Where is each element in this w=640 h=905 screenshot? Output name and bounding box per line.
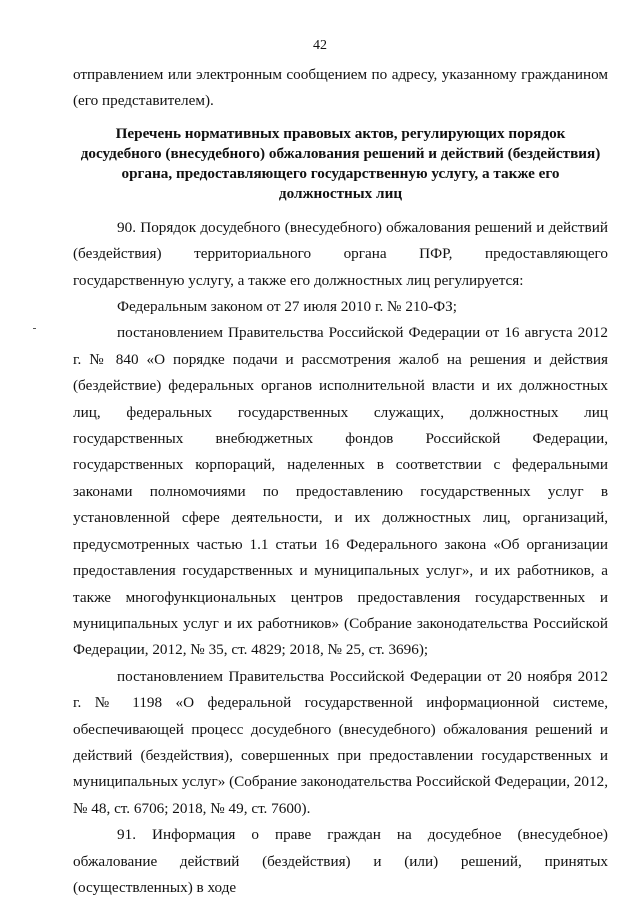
- document-body: [73, 62, 608, 901]
- continuation-paragraph: отправлением или электронным сообщением по адресу, указанному гражданином (его представителем).: [73, 66, 608, 110]
- paragraph-91: 91. Информация о праве граждан на досудебное (внесудебное) обжалование действий (бездействия) и (или) решений, принятых (осуществленных) в ходе: [73, 826, 608, 896]
- section-heading: Перечень нормативных правовых актов, регулирующих порядок досудебного (внесудебного) обжалования решений и действий (бездействия) органа, предоставляющего государственную услугу, а также его должностных лиц: [80, 124, 601, 202]
- page-number: 42: [313, 38, 327, 53]
- resolution-840-item: постановлением Правительства Российской Федерации от 16 августа 2012 г. № 840 «О порядке подачи и рассмотрения жалоб на решения и действия (бездействие) федеральных органов исполнительной власти и их должностных лиц, федеральных государственных служащих, должностных лиц государственных внебюджетных фондов Российской Федерации, государственных корпораций, наделенных в соответствии с федеральными законами полномочиями по предоставлению государственных услуг в установленной сфере деятельности, и их должностных лиц, организаций, предусмотренных частью 1.1 статьи 16 Федерального закона «Об организации предоставления государственных и муниципальных услуг», и их работников, а также многофункциональных центров предоставления государственных и муниципальных услуг и их работников» (Собрание законодательства Российской Федерации, 2012, № 35, ст. 4829; 2018, № 25, ст. 3696);: [73, 324, 608, 659]
- law-210-item: Федеральным законом от 27 июля 2010 г. № 210-ФЗ;: [117, 298, 458, 316]
- margin-mark: [33, 328, 36, 329]
- resolution-1198-item: постановлением Правительства Российской Федерации от 20 ноября 2012 г. № 1198 «О федеральной государственной информационной системе, обеспечивающей процесс досудебного (внесудебного) обжалования решений и действий (бездействия), совершенных при предоставлении государственных и муниципальных услуг» (Собрание законодательства Российской Федерации, 2012, № 48, ст. 6706; 2018, № 49, ст. 7600).: [73, 667, 608, 817]
- paragraph-90: 90. Порядок досудебного (внесудебного) обжалования решений и действий (бездействия) территориального органа ПФР, предоставляющего государственную услугу, а также его должностных лиц регулируется:: [73, 218, 608, 289]
